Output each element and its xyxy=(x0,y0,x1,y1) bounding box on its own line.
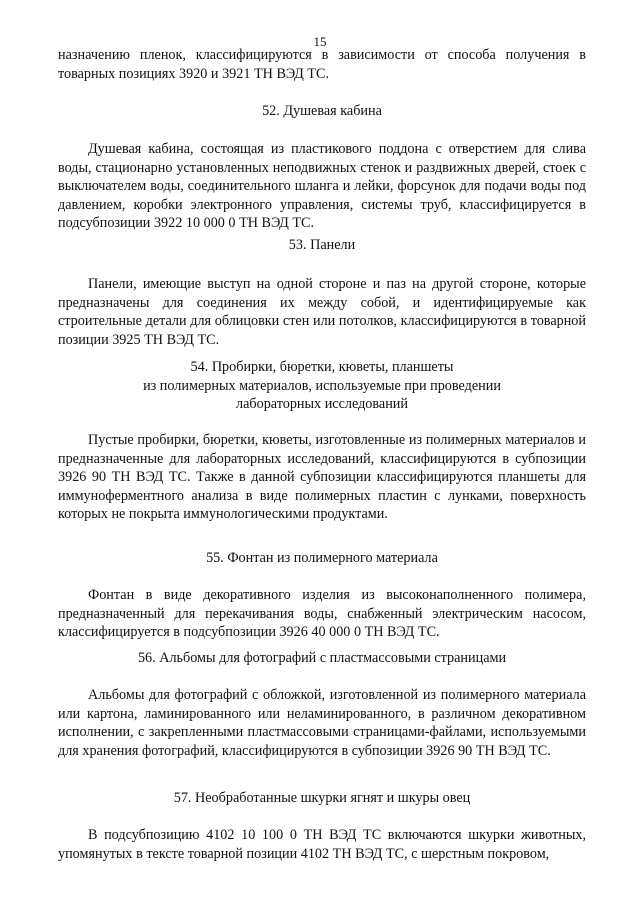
section-heading-54-line-3: лабораторных исследований xyxy=(236,396,408,412)
section-text-56: Альбомы для фотографий с обложкой, изготовленной из полимерного материала или картона, ламинированного или неламинированного, в различном декоративном исполнении, с закрепленными пластмассовыми страницами-файлами, используемыми для хранения фотографий, классифицируются в субпозиции 3926 90 ТН ВЭД ТС. xyxy=(58,687,586,759)
section-heading-52: 52. Душевая кабина xyxy=(262,103,382,119)
section-heading-54-line-1: 54. Пробирки, бюретки, кюветы, планшеты xyxy=(190,359,454,375)
section-heading-53: 53. Панели xyxy=(288,237,356,253)
section-text-55: Фонтан в виде декоративного изделия из высоконаполненного полимера, предназначенный для перекачивания воды, снабженный электрическим насосом, классифицируется в подсубпозиции 3926 40 000 0 ТН ВЭД ТС. xyxy=(58,587,586,640)
section-text-57: В подсубпозицию 4102 10 100 0 ТН ВЭД ТС включаются шкурки животных, упомянутых в тексте товарной позиции 4102 ТН ВЭД ТС, с шерстным покровом, xyxy=(58,827,586,862)
section-text-54: Пустые пробирки, бюретки, кюветы, изготовленные из полимерных материалов и предназначенные для лабораторных исследований, классифицируются в субпозиции 3926 90 ТН ВЭД ТС. Также в данной субпозиции классифицируются планшеты для иммуноферментного анализа в виде полимерных пластин с лунками, поверхность которых не покрыта иммунологическими продуктами. xyxy=(58,432,586,522)
section-text-53: Панели, имеющие выступ на одной стороне и паз на другой стороне, которые предназначены для соединения их между собой, и идентифицируемые как строительные детали для облицовки стен или потолков, классифицируются в товарной позиции 3925 ТН ВЭД ТС. xyxy=(58,276,586,348)
continuation-paragraph: назначению пленок, классифицируются в зависимости от способа получения в товарных позициях 3920 и 3921 ТН ВЭД ТС. xyxy=(58,47,586,82)
section-heading-55: 55. Фонтан из полимерного материала xyxy=(206,550,438,566)
section-heading-57: 57. Необработанные шкурки ягнят и шкуры овец xyxy=(173,790,471,806)
page-number: 15 xyxy=(313,34,327,49)
section-text-52: Душевая кабина, состоящая из пластикового поддона с отверстием для слива воды, стационарно установленных неподвижных стенок и раздвижных дверей, стоек с выключателем воды, соединительного шланга и лейки, форсунок для подачи воды под давлением, коробки электронного управления, системы труб, классифицируется в подсубпозиции 3922 10 000 0 ТН ВЭД ТС. xyxy=(58,141,586,231)
section-heading-54-line-2: из полимерных материалов, используемые при проведении xyxy=(143,378,501,394)
section-heading-56: 56. Альбомы для фотографий с пластмассовыми страницами xyxy=(137,650,507,666)
